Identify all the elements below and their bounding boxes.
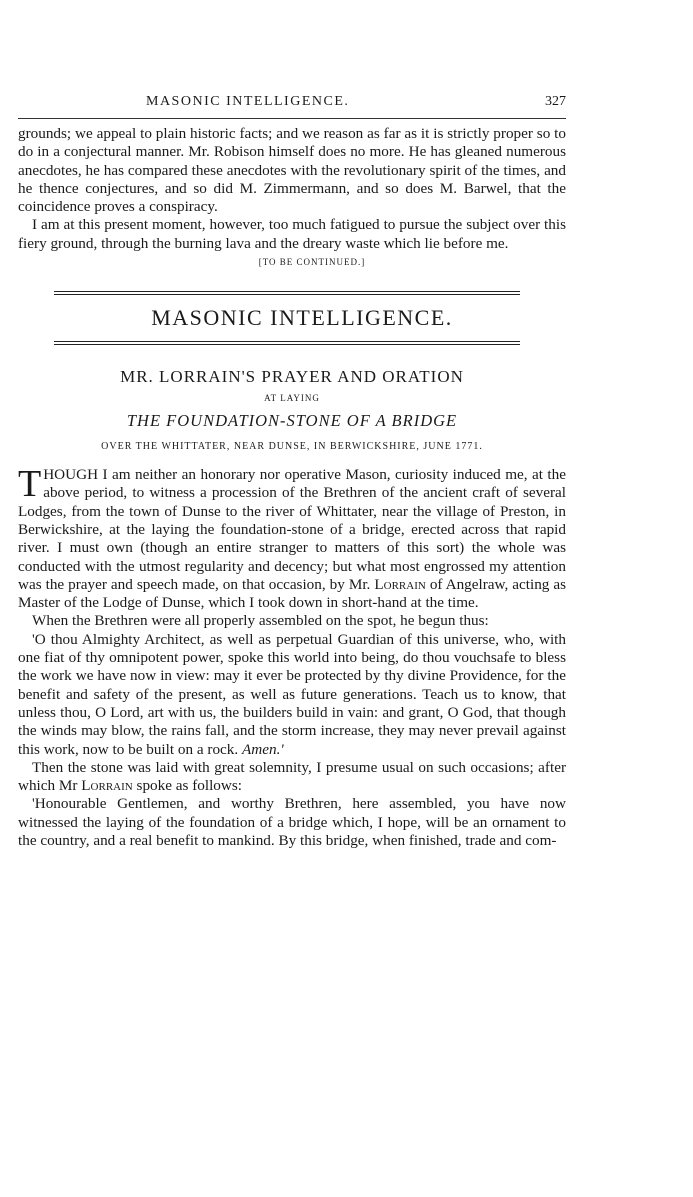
- person-name: Lorrain: [81, 777, 133, 795]
- article-subtitle: AT LAYING: [264, 393, 320, 404]
- section-rule-bottom: [54, 341, 520, 345]
- paragraph-text: spoke as follows:: [136, 777, 242, 795]
- paragraph-text: of Angelraw, acting as Master of the Lodge of Dunse, which I took down in short-hand at the time.: [18, 575, 567, 612]
- section-title: MASONIC INTELLIGENCE.: [151, 305, 453, 331]
- paragraph-text: Then the stone was laid with great solemnity, I presume usual on such occasions; after which Mr: [18, 758, 566, 795]
- paragraph-text: HOUGH I am neither an honorary nor operative Mason, curiosity induced me, at the above period, to witness a procession of the Brethren of the ancient craft of several Lodges, from the town of Dunse to the river of Whittater, near the village of Preston, in Berwickshire, at the laying the foundation-stone of a bridge, erected across that rapid river. I must own (though an entire stranger to matters of this sort) the whole was conducted with the utmost regularity and decency; but what most engrossed my attention was the prayer and speech made, on that occasion, by Mr.: [18, 466, 566, 593]
- running-head: [18, 90, 566, 118]
- section-rule-top: [54, 291, 520, 295]
- article-title: MR. LORRAIN'S PRAYER AND ORATION: [120, 367, 464, 387]
- page: [18, 90, 566, 850]
- article-paragraph: 'Honourable Gentlemen, and worthy Brethren, here assembled, you have now witnessed the laying of the foundation of a bridge which, I hope, will be an ornament to the country, and a real benefit to mankind. By this bridge, when finished, trade and com-: [18, 795, 566, 850]
- article-paragraph: [18, 463, 567, 612]
- article-place-line: OVER THE WHITTATER, NEAR DUNSE, IN BERWICKSHIRE, JUNE 1771.: [101, 441, 483, 453]
- page-number: 327: [545, 94, 566, 109]
- prayer-text: 'O thou Almighty Architect, as well as perpetual Guardian of this universe, who, with one fiat of thy omnipotent power, spoke this world into being, do thou vouchsafe to bless the work we have now in view: may it ever be protected by thy divine Providence, for the benefit and safety of the present, as well as future generations. Teach us to know, that unless thou, O Lord, art with us, the builders build in vain: and grant, O God, that though the winds may blow, the rains fall, and the storm increase, they may never prevail against this work, now to be built on a rock.: [18, 630, 566, 758]
- to-be-continued: [TO BE CONTINUED.]: [258, 257, 366, 268]
- article-paragraph: When the Brethren were all properly assembled on the spot, he begun thus:: [32, 612, 489, 630]
- running-head-title: MASONIC INTELLIGENCE.: [146, 94, 350, 109]
- article-paragraph: [18, 759, 566, 796]
- article-subtitle-italic: THE FOUNDATION-STONE OF A BRIDGE: [126, 411, 458, 431]
- header-rule: [18, 118, 566, 119]
- drop-cap: T: [18, 463, 42, 506]
- person-name: Lorrain: [374, 575, 426, 593]
- article-paragraph: [18, 631, 566, 759]
- amen-text: Amen.': [242, 740, 284, 758]
- prev-article-paragraph: I am at this present moment, however, too much fatigued to pursue the subject over this fiery ground, through the burning lava and the dreary waste which lie before me.: [18, 216, 566, 252]
- prev-article-paragraph: grounds; we appeal to plain historic facts; and we reason as far as it is strictly proper so to do in a conjectural manner. Mr. Robison himself does no more. He has gleaned numerous anecdotes, he has compared these anecdotes with the revolutionary spirit of the times, and he thence conjectures, and so did M. Zimmermann, and so does M. Barwel, that the coincidence proves a conspiracy.: [18, 125, 566, 216]
